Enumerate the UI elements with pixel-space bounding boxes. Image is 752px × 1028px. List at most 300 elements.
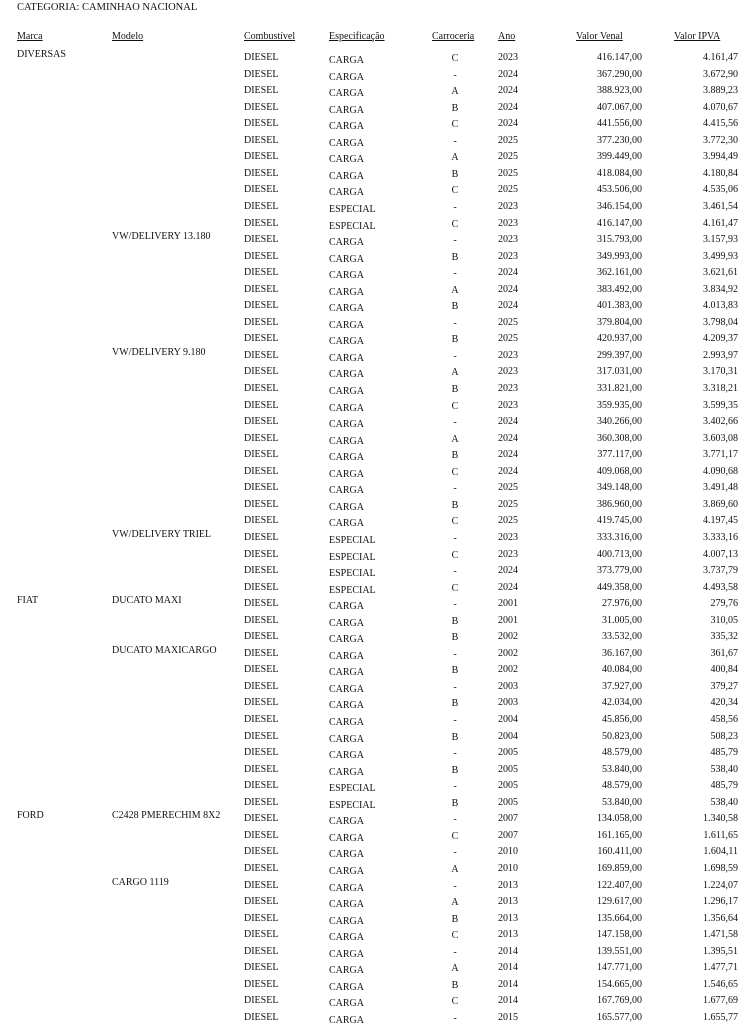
valor-ipva-cell: 485,79 bbox=[710, 747, 738, 759]
valor-venal-cell: 135.664,00 bbox=[597, 912, 642, 924]
valor-ipva-cell: 538,40 bbox=[710, 796, 738, 808]
carroceria-cell: B bbox=[451, 632, 459, 644]
combustivel-cell: DIESEL bbox=[244, 234, 279, 246]
combustivel-cell: DIESEL bbox=[244, 416, 279, 428]
especificacao-cell: CARGA bbox=[329, 882, 365, 894]
valor-ipva-cell: 3.772,30 bbox=[703, 134, 738, 146]
valor-venal-cell: 346.154,00 bbox=[597, 200, 642, 212]
table-row bbox=[0, 913, 752, 930]
carroceria-cell: - bbox=[453, 135, 457, 147]
carroceria-cell: - bbox=[453, 946, 457, 958]
header-combustivel: Combustível bbox=[244, 31, 296, 42]
carroceria-cell: B bbox=[451, 499, 459, 511]
especificacao-cell: CARGA bbox=[329, 948, 365, 960]
carroceria-cell: A bbox=[451, 433, 459, 445]
carroceria-cell: B bbox=[451, 913, 459, 925]
combustivel-cell: DIESEL bbox=[244, 432, 279, 444]
especificacao-cell: CARGA bbox=[329, 634, 365, 646]
ano-cell: 2015 bbox=[498, 1011, 518, 1023]
ano-cell: 2024 bbox=[498, 68, 518, 80]
especificacao-cell: CARGA bbox=[329, 865, 365, 877]
combustivel-cell: DIESEL bbox=[244, 217, 279, 229]
valor-ipva-cell: 400,84 bbox=[710, 664, 738, 676]
combustivel-cell: DIESEL bbox=[244, 714, 279, 725]
valor-ipva-cell: 3.499,93 bbox=[703, 250, 738, 262]
combustivel-cell: DIESEL bbox=[244, 283, 279, 295]
ano-cell: 2001 bbox=[498, 598, 518, 610]
valor-venal-cell: 420.937,00 bbox=[597, 333, 642, 345]
carroceria-cell: B bbox=[451, 764, 459, 776]
table-row bbox=[0, 482, 752, 499]
carroceria-cell: - bbox=[453, 532, 457, 544]
carroceria-cell: - bbox=[453, 748, 457, 760]
valor-ipva-cell: 4.415,56 bbox=[703, 118, 738, 130]
especificacao-cell: CARGA bbox=[329, 501, 365, 513]
valor-venal-cell: 37.927,00 bbox=[602, 680, 642, 692]
carroceria-cell: C bbox=[451, 549, 459, 561]
combustivel-cell: DIESEL bbox=[244, 134, 279, 146]
ano-cell: 2013 bbox=[498, 896, 518, 908]
especificacao-cell: CARGA bbox=[329, 683, 365, 695]
especificacao-cell: CARGA bbox=[329, 750, 365, 762]
combustivel-cell: DIESEL bbox=[244, 250, 279, 262]
valor-venal-cell: 53.840,00 bbox=[602, 796, 642, 808]
valor-ipva-cell: 3.621,61 bbox=[703, 267, 738, 279]
carroceria-cell: C bbox=[451, 516, 459, 528]
valor-ipva-cell: 485,79 bbox=[710, 780, 738, 792]
table-row bbox=[0, 85, 752, 102]
especificacao-cell: CARGA bbox=[329, 154, 365, 166]
valor-venal-cell: 416.147,00 bbox=[597, 52, 642, 63]
especificacao-cell: ESPECIAL bbox=[329, 584, 376, 596]
especificacao-cell: CARGA bbox=[329, 319, 365, 331]
table-row bbox=[0, 714, 752, 731]
especificacao-cell: CARGA bbox=[329, 816, 365, 828]
combustivel-cell: DIESEL bbox=[244, 995, 279, 1007]
valor-venal-cell: 340.266,00 bbox=[597, 416, 642, 428]
valor-venal-cell: 139.551,00 bbox=[597, 945, 642, 957]
ano-cell: 2005 bbox=[498, 747, 518, 759]
carroceria-cell: C bbox=[451, 930, 459, 942]
valor-ipva-cell: 1.677,69 bbox=[703, 995, 738, 1007]
table-row bbox=[0, 317, 752, 334]
header-especificacao: Especificação bbox=[329, 31, 385, 42]
combustivel-cell: DIESEL bbox=[244, 85, 279, 97]
combustivel-cell: DIESEL bbox=[244, 647, 279, 659]
carroceria-cell: A bbox=[451, 897, 459, 909]
valor-ipva-cell: 361,67 bbox=[710, 647, 738, 659]
table-row bbox=[0, 780, 752, 797]
valor-ipva-cell: 1.395,51 bbox=[703, 945, 738, 957]
valor-venal-cell: 317.031,00 bbox=[597, 366, 642, 378]
table-row bbox=[0, 697, 752, 714]
ano-cell: 2003 bbox=[498, 697, 518, 709]
table-row bbox=[0, 69, 752, 86]
table-row bbox=[0, 499, 752, 516]
carroceria-cell: B bbox=[451, 665, 459, 677]
especificacao-cell: CARGA bbox=[329, 419, 365, 431]
especificacao-cell: CARGA bbox=[329, 88, 365, 100]
table-row bbox=[0, 366, 752, 383]
valor-ipva-cell: 3.798,04 bbox=[703, 316, 738, 328]
valor-venal-cell: 367.290,00 bbox=[597, 68, 642, 80]
carroceria-cell: - bbox=[453, 566, 457, 578]
table-row bbox=[0, 764, 752, 781]
table-row bbox=[0, 201, 752, 218]
carroceria-cell: C bbox=[451, 996, 459, 1008]
carroceria-cell: - bbox=[453, 201, 457, 213]
combustivel-cell: DIESEL bbox=[244, 697, 279, 709]
valor-ipva-cell: 4.161,47 bbox=[703, 217, 738, 229]
combustivel-cell: DIESEL bbox=[244, 333, 279, 345]
ano-cell: 2024 bbox=[498, 85, 518, 97]
table-row bbox=[0, 549, 752, 566]
combustivel-cell: DIESEL bbox=[244, 780, 279, 792]
ano-cell: 2003 bbox=[498, 680, 518, 692]
ano-cell: 2023 bbox=[498, 234, 518, 246]
valor-venal-cell: 409.068,00 bbox=[597, 465, 642, 477]
ano-cell: 2023 bbox=[498, 52, 518, 63]
carroceria-cell: - bbox=[453, 880, 457, 892]
carroceria-cell: B bbox=[451, 384, 459, 395]
valor-venal-cell: 147.771,00 bbox=[597, 962, 642, 974]
carroceria-cell: A bbox=[451, 863, 459, 875]
carroceria-cell: - bbox=[453, 317, 457, 329]
modelo-cell: C2428 PMERECHIM 8X2 bbox=[112, 810, 221, 822]
valor-ipva-cell: 4.535,06 bbox=[703, 184, 738, 196]
valor-ipva-cell: 1.604,11 bbox=[703, 846, 738, 858]
combustivel-cell: DIESEL bbox=[244, 598, 279, 610]
valor-ipva-cell: 4.090,68 bbox=[703, 465, 738, 477]
table-row bbox=[0, 747, 752, 764]
combustivel-cell: DIESEL bbox=[244, 680, 279, 692]
carroceria-cell: B bbox=[451, 731, 459, 743]
combustivel-cell: DIESEL bbox=[244, 118, 279, 130]
valor-venal-cell: 331.821,00 bbox=[597, 383, 642, 394]
valor-venal-cell: 453.506,00 bbox=[597, 184, 642, 196]
valor-venal-cell: 333.316,00 bbox=[597, 531, 642, 543]
valor-ipva-cell: 4.180,84 bbox=[703, 167, 738, 179]
valor-venal-cell: 379.804,00 bbox=[597, 316, 642, 328]
valor-venal-cell: 154.665,00 bbox=[597, 978, 642, 990]
header-valor-venal: Valor Venal bbox=[576, 31, 623, 42]
table-row bbox=[0, 995, 752, 1012]
ano-cell: 2025 bbox=[498, 134, 518, 146]
combustivel-cell: DIESEL bbox=[244, 383, 279, 394]
table-row bbox=[0, 929, 752, 946]
ano-cell: 2024 bbox=[498, 101, 518, 113]
combustivel-cell: DIESEL bbox=[244, 879, 279, 891]
combustivel-cell: DIESEL bbox=[244, 200, 279, 212]
carroceria-cell: - bbox=[453, 1012, 457, 1024]
combustivel-cell: DIESEL bbox=[244, 267, 279, 279]
ano-cell: 2024 bbox=[498, 267, 518, 279]
marca-cell: FIAT bbox=[17, 595, 39, 607]
valor-ipva-cell: 3.170,31 bbox=[703, 366, 738, 378]
ano-cell: 2024 bbox=[498, 118, 518, 130]
ano-cell: 2024 bbox=[498, 432, 518, 444]
valor-ipva-cell: 1.477,71 bbox=[703, 962, 738, 974]
ano-cell: 2025 bbox=[498, 515, 518, 527]
valor-venal-cell: 33.532,00 bbox=[602, 631, 642, 643]
valor-ipva-cell: 538,40 bbox=[710, 763, 738, 775]
combustivel-cell: DIESEL bbox=[244, 184, 279, 196]
valor-ipva-cell: 4.007,13 bbox=[703, 548, 738, 560]
ano-cell: 2023 bbox=[498, 217, 518, 229]
valor-ipva-cell: 1.655,77 bbox=[703, 1011, 738, 1023]
valor-venal-cell: 416.147,00 bbox=[597, 217, 642, 229]
carroceria-cell: - bbox=[453, 648, 457, 660]
combustivel-cell: DIESEL bbox=[244, 763, 279, 775]
combustivel-cell: DIESEL bbox=[244, 167, 279, 179]
especificacao-cell: ESPECIAL bbox=[329, 568, 376, 580]
carroceria-cell: - bbox=[453, 847, 457, 859]
table-row bbox=[0, 49, 752, 69]
combustivel-cell: DIESEL bbox=[244, 846, 279, 858]
valor-venal-cell: 441.556,00 bbox=[597, 118, 642, 130]
table-row bbox=[0, 644, 752, 665]
carroceria-cell: C bbox=[451, 400, 459, 412]
combustivel-cell: DIESEL bbox=[244, 581, 279, 593]
table-row bbox=[0, 184, 752, 201]
valor-ipva-cell: 3.491,48 bbox=[703, 482, 738, 494]
valor-ipva-cell: 3.461,54 bbox=[703, 200, 738, 212]
ano-cell: 2024 bbox=[498, 565, 518, 577]
combustivel-cell: DIESEL bbox=[244, 316, 279, 328]
table-row bbox=[0, 466, 752, 483]
valor-ipva-cell: 4.013,83 bbox=[703, 300, 738, 312]
valor-venal-cell: 299.397,00 bbox=[597, 349, 642, 361]
valor-venal-cell: 419.745,00 bbox=[597, 515, 642, 527]
combustivel-cell: DIESEL bbox=[244, 101, 279, 113]
valor-venal-cell: 383.492,00 bbox=[597, 283, 642, 295]
valor-ipva-cell: 335,32 bbox=[710, 631, 738, 643]
valor-ipva-cell: 3.672,90 bbox=[703, 68, 738, 80]
combustivel-cell: DIESEL bbox=[244, 349, 279, 361]
especificacao-cell: CARGA bbox=[329, 435, 365, 447]
valor-venal-cell: 359.935,00 bbox=[597, 399, 642, 411]
carroceria-cell: A bbox=[451, 284, 459, 296]
combustivel-cell: DIESEL bbox=[244, 1011, 279, 1023]
valor-ipva-cell: 4.209,37 bbox=[703, 333, 738, 345]
valor-venal-cell: 50.823,00 bbox=[602, 730, 642, 742]
carroceria-cell: B bbox=[451, 102, 459, 114]
combustivel-cell: DIESEL bbox=[244, 68, 279, 80]
carroceria-cell: A bbox=[451, 152, 459, 164]
valor-venal-cell: 401.383,00 bbox=[597, 300, 642, 312]
ano-cell: 2024 bbox=[498, 283, 518, 295]
especificacao-cell: CARGA bbox=[329, 253, 365, 265]
carroceria-cell: - bbox=[453, 483, 457, 495]
ano-cell: 2005 bbox=[498, 796, 518, 808]
especificacao-cell: CARGA bbox=[329, 352, 365, 364]
valor-ipva-cell: 4.161,47 bbox=[703, 52, 738, 63]
especificacao-cell: CARGA bbox=[329, 468, 365, 480]
combustivel-cell: DIESEL bbox=[244, 978, 279, 990]
combustivel-cell: DIESEL bbox=[244, 498, 279, 510]
valor-venal-cell: 40.084,00 bbox=[602, 664, 642, 676]
especificacao-cell: CARGA bbox=[329, 485, 365, 497]
especificacao-cell: CARGA bbox=[329, 965, 365, 977]
carroceria-cell: C bbox=[451, 830, 459, 842]
especificacao-cell: CARGA bbox=[329, 369, 365, 381]
combustivel-cell: DIESEL bbox=[244, 896, 279, 908]
combustivel-cell: DIESEL bbox=[244, 796, 279, 808]
especificacao-cell: CARGA bbox=[329, 71, 365, 83]
especificacao-cell: CARGA bbox=[329, 452, 365, 464]
valor-ipva-cell: 310,05 bbox=[710, 614, 738, 626]
valor-venal-cell: 407.067,00 bbox=[597, 101, 642, 113]
valor-venal-cell: 147.158,00 bbox=[597, 929, 642, 941]
especificacao-cell: ESPECIAL bbox=[329, 551, 376, 563]
ano-cell: 2023 bbox=[498, 200, 518, 212]
especificacao-cell: CARGA bbox=[329, 717, 365, 728]
valor-venal-cell: 129.617,00 bbox=[597, 896, 642, 908]
ano-cell: 2025 bbox=[498, 333, 518, 345]
table-row bbox=[0, 979, 752, 996]
valor-ipva-cell: 3.333,16 bbox=[703, 531, 738, 543]
valor-ipva-cell: 379,27 bbox=[710, 680, 738, 692]
valor-ipva-cell: 4.070,67 bbox=[703, 101, 738, 113]
carroceria-cell: C bbox=[451, 119, 459, 131]
ano-cell: 2013 bbox=[498, 879, 518, 891]
table-row bbox=[0, 231, 752, 251]
ano-cell: 2004 bbox=[498, 730, 518, 742]
carroceria-cell: - bbox=[453, 781, 457, 793]
valor-ipva-cell: 3.994,49 bbox=[703, 151, 738, 163]
valor-venal-cell: 42.034,00 bbox=[602, 697, 642, 709]
valor-venal-cell: 399.449,00 bbox=[597, 151, 642, 163]
especificacao-cell: CARGA bbox=[329, 55, 365, 66]
ano-cell: 2014 bbox=[498, 978, 518, 990]
combustivel-cell: DIESEL bbox=[244, 366, 279, 378]
carroceria-cell: - bbox=[453, 814, 457, 826]
table-row bbox=[0, 1012, 752, 1028]
ano-cell: 2024 bbox=[498, 416, 518, 428]
table-row bbox=[0, 284, 752, 301]
ano-cell: 2005 bbox=[498, 780, 518, 792]
ano-cell: 2024 bbox=[498, 300, 518, 312]
especificacao-cell: CARGA bbox=[329, 915, 365, 927]
header-modelo: Modelo bbox=[112, 31, 144, 42]
combustivel-cell: DIESEL bbox=[244, 664, 279, 676]
carroceria-cell: B bbox=[451, 301, 459, 313]
table-row bbox=[0, 449, 752, 466]
especificacao-cell: CARGA bbox=[329, 137, 365, 149]
ano-cell: 2023 bbox=[498, 399, 518, 411]
valor-venal-cell: 161.165,00 bbox=[597, 829, 642, 841]
ano-cell: 2025 bbox=[498, 151, 518, 163]
ano-cell: 2005 bbox=[498, 763, 518, 775]
valor-venal-cell: 27.976,00 bbox=[602, 598, 642, 610]
carroceria-cell: B bbox=[451, 797, 459, 809]
table-row bbox=[0, 433, 752, 450]
especificacao-cell: CARGA bbox=[329, 303, 365, 315]
valor-venal-cell: 377.117,00 bbox=[597, 449, 642, 461]
ano-cell: 2025 bbox=[498, 498, 518, 510]
especificacao-cell: CARGA bbox=[329, 170, 365, 182]
ano-cell: 2024 bbox=[498, 581, 518, 593]
table-row bbox=[0, 565, 752, 582]
especificacao-cell: CARGA bbox=[329, 650, 365, 662]
table-row bbox=[0, 400, 752, 417]
carroceria-cell: B bbox=[451, 698, 459, 710]
modelo-cell: DUCATO MAXI bbox=[112, 595, 182, 607]
valor-venal-cell: 165.577,00 bbox=[597, 1011, 642, 1023]
valor-venal-cell: 122.407,00 bbox=[597, 879, 642, 891]
especificacao-cell: CARGA bbox=[329, 832, 365, 844]
table-row bbox=[0, 595, 752, 615]
ano-cell: 2013 bbox=[498, 912, 518, 924]
carroceria-cell: C bbox=[451, 466, 459, 478]
valor-venal-cell: 377.230,00 bbox=[597, 134, 642, 146]
ano-cell: 2014 bbox=[498, 962, 518, 974]
especificacao-cell: CARGA bbox=[329, 617, 365, 629]
modelo-cell: VW/DELIVERY 13.180 bbox=[112, 231, 211, 243]
table-row bbox=[0, 416, 752, 433]
valor-ipva-cell: 3.737,79 bbox=[703, 565, 738, 577]
valor-ipva-cell: 1.340,58 bbox=[703, 813, 738, 825]
modelo-cell: CARGO 1119 bbox=[112, 876, 169, 888]
combustivel-cell: DIESEL bbox=[244, 399, 279, 411]
combustivel-cell: DIESEL bbox=[244, 962, 279, 974]
combustivel-cell: DIESEL bbox=[244, 631, 279, 643]
especificacao-cell: CARGA bbox=[329, 270, 365, 282]
carroceria-cell: B bbox=[451, 450, 459, 462]
table-row bbox=[0, 135, 752, 152]
especificacao-cell: CARGA bbox=[329, 187, 365, 199]
carroceria-cell: - bbox=[453, 715, 457, 726]
table-row bbox=[0, 830, 752, 847]
table-row bbox=[0, 876, 752, 897]
carroceria-cell: C bbox=[451, 53, 459, 64]
valor-ipva-cell: 1.296,17 bbox=[703, 896, 738, 908]
carroceria-cell: B bbox=[451, 334, 459, 346]
combustivel-cell: DIESEL bbox=[244, 482, 279, 494]
combustivel-cell: DIESEL bbox=[244, 52, 279, 63]
valor-ipva-cell: 1.356,64 bbox=[703, 912, 738, 924]
valor-venal-cell: 418.084,00 bbox=[597, 167, 642, 179]
especificacao-cell: CARGA bbox=[329, 733, 365, 745]
carroceria-cell: C bbox=[451, 185, 459, 197]
ano-cell: 2001 bbox=[498, 614, 518, 626]
carroceria-cell: B bbox=[451, 251, 459, 263]
especificacao-cell: CARGA bbox=[329, 237, 365, 249]
especificacao-cell: CARGA bbox=[329, 766, 365, 778]
ano-cell: 2025 bbox=[498, 316, 518, 328]
carroceria-cell: B bbox=[451, 168, 459, 180]
carroceria-cell: - bbox=[453, 417, 457, 429]
combustivel-cell: DIESEL bbox=[244, 730, 279, 742]
valor-venal-cell: 169.859,00 bbox=[597, 862, 642, 874]
valor-ipva-cell: 3.402,66 bbox=[703, 416, 738, 428]
valor-ipva-cell: 3.318,21 bbox=[703, 383, 738, 394]
table-row bbox=[0, 528, 752, 549]
valor-venal-cell: 31.005,00 bbox=[602, 614, 642, 626]
especificacao-cell: CARGA bbox=[329, 932, 365, 944]
carroceria-cell: - bbox=[453, 350, 457, 362]
valor-venal-cell: 48.579,00 bbox=[602, 780, 642, 792]
marca-cell: DIVERSAS bbox=[17, 49, 66, 60]
ano-cell: 2002 bbox=[498, 647, 518, 659]
ano-cell: 2013 bbox=[498, 929, 518, 941]
especificacao-cell: ESPECIAL bbox=[329, 203, 376, 215]
marca-cell: FORD bbox=[17, 810, 44, 822]
ano-cell: 2014 bbox=[498, 945, 518, 957]
ano-cell: 2007 bbox=[498, 813, 518, 825]
table-row bbox=[0, 267, 752, 284]
ano-cell: 2023 bbox=[498, 250, 518, 262]
